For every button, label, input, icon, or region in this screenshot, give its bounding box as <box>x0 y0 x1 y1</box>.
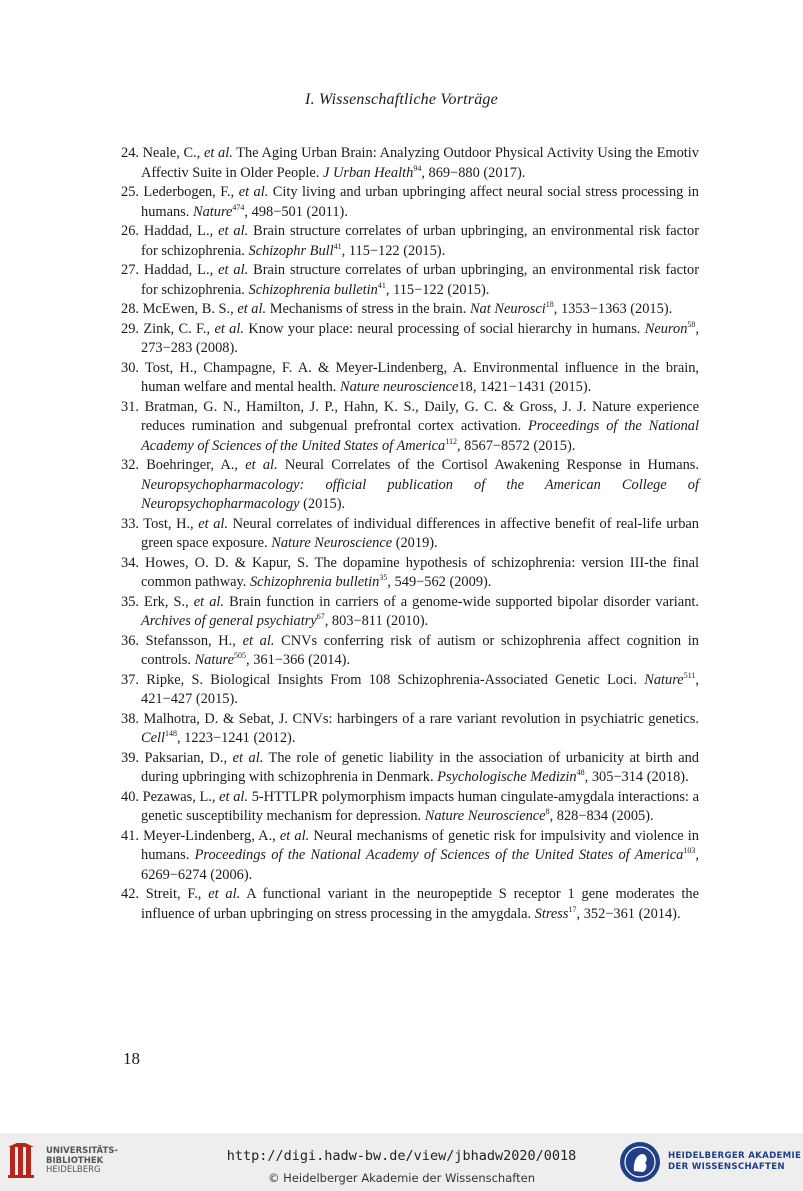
reference-item: 42. Streit, F., et al. A functional variant in the neuropeptide S receptor 1 gene moderates the influence of urban upbringing on stress processing in the amygdala. Stress$^{17}$, 352−361 (2014). <box>121 886 700 922</box>
reference-item: 24. Neale, C., et al. The Aging Urban Brain: Analyzing Outdoor Physical Activity Using the Emotiv Affectiv Suite in Older People. J Urban Health$^{94}$, 869−880 (2017). <box>121 145 699 181</box>
reference-item: 36. Stefansson, H., et al. CNVs conferring risk of autism or schizophrenia affect cognition in controls. Nature$^{505}$, 361−366 (2014). <box>121 632 699 668</box>
reference-item: 37. Ripke, S. Biological Insights From 108 Schizophrenia-Associated Genetic Loci. Nature$^{511}$, 421−427 (2015). <box>121 670 699 707</box>
academy-name[interactable] <box>668 1151 801 1173</box>
copyright-notice: © Heidelberger Akademie der Wissenschaften <box>268 1171 535 1185</box>
reference-item: 31. Bratman, G. N., Hamilton, J. P., Hahn, K. S., Daily, G. C. & Gross, J. J. Nature experience reduces rumination and subgenual prefrontal cortex activation. Proceedings of the National Academy of Sciences of the United States of America$^{112}$, 8567−8572 (2015). <box>121 398 700 454</box>
reference-item: 34. Howes, O. D. & Kapur, S. The dopamine hypothesis of schizophrenia: version III-the final common pathway. Schizophrenia bulletin$^{35}$, 549−562 (2009). <box>121 554 699 590</box>
academy-seal-icon[interactable] <box>619 1141 661 1183</box>
page-number: 18 <box>123 1049 140 1068</box>
reference-item: 27. Haddad, L., et al. Brain structure correlates of urban upbringing, an environmental risk factor for schizophrenia. Schizophrenia bulletin$^{41}$, 115−122 (2015). <box>121 262 699 298</box>
academy-line: DER WISSENSCHAFTEN <box>668 1162 785 1172</box>
document-url-link[interactable]: http://digi.hadw-bw.de/view/jbhadw2020/0018 <box>226 1148 577 1164</box>
reference-item: 40. Pezawas, L., et al. 5-HTTLPR polymorphism impacts human cingulate-amygdala interactions: a genetic susceptibility mechanism for depression. Nature Neuroscience$^8$, 828−834 (2005). <box>121 788 699 824</box>
reference-item: 29. Zink, C. F., et al. Know your place: neural processing of social hierarchy in humans. Neuron$^{58}$, 273−283 (2008). <box>121 319 699 356</box>
reference-item: 41. Meyer-Lindenberg, A., et al. Neural mechanisms of genetic risk for impulsivity and violence in humans. Proceedings of the National Academy of Sciences of the United States of America$^{103}$, 6269−6274 (2006). <box>121 827 699 883</box>
running-head: I. Wissenschaftliche Vorträge <box>305 91 498 108</box>
reference-list <box>121 144 699 924</box>
reference-item: 39. Paksarian, D., et al. The role of genetic liability in the association of urbanicity at birth and during upbringing with schizophrenia in Denmark. Psychologische Medizin$^{48}$, 305−314 (2018). <box>121 749 699 785</box>
reference-item: 26. Haddad, L., et al. Brain structure correlates of urban upbringing, an environmental risk factor for schizophrenia. Schizophr Bull$^{41}$, 115−122 (2015). <box>121 223 699 259</box>
library-line: HEIDELBERG <box>46 1165 101 1175</box>
reference-item: 38. Malhotra, D. & Sebat, J. CNVs: harbingers of a rare variant revolution in psychiatric genetics. Cell$^{148}$, 1223−1241 (2012). <box>121 710 699 746</box>
viewer-footer <box>0 1133 803 1191</box>
reference-item: 25. Lederbogen, F., et al. City living and urban upbringing affect neural social stress processing in humans. Nature$^{474}$, 498−501 (2011). <box>121 184 699 220</box>
reference-item: 28. McEwen, B. S., et al. Mechanisms of stress in the brain. Nat Neurosci$^{18}$, 1353−1363 (2015). <box>121 300 673 317</box>
academy-line: HEIDELBERGER AKADEMIE <box>668 1151 802 1161</box>
library-line: UNIVERSITÄTS- <box>46 1146 118 1156</box>
library-line: BIBLIOTHEK <box>46 1155 104 1166</box>
reference-item: 30. Tost, H., Champagne, F. A. & Meyer-Lindenberg, A. Environmental influence in the brain, human welfare and mental health. Nature neuroscience18, 1421−1431 (2015). <box>121 359 699 395</box>
reference-item: 33. Tost, H., et al. Neural correlates of individual differences in affective benefit of real-life urban green space exposure. Nature Neuroscience (2019). <box>121 515 699 551</box>
reference-item: 35. Erk, S., et al. Brain function in carriers of a genome-wide supported bipolar disorder variant. Archives of general psychiatry$^{67}$, 803−811 (2010). <box>121 593 699 629</box>
reference-item: 32. Boehringer, A., et al. Neural Correlates of the Cortisol Awakening Response in Humans. Neuropsychopharmacology: official publication of the American College of Neuropsychopharmacology (2015). <box>121 457 699 512</box>
